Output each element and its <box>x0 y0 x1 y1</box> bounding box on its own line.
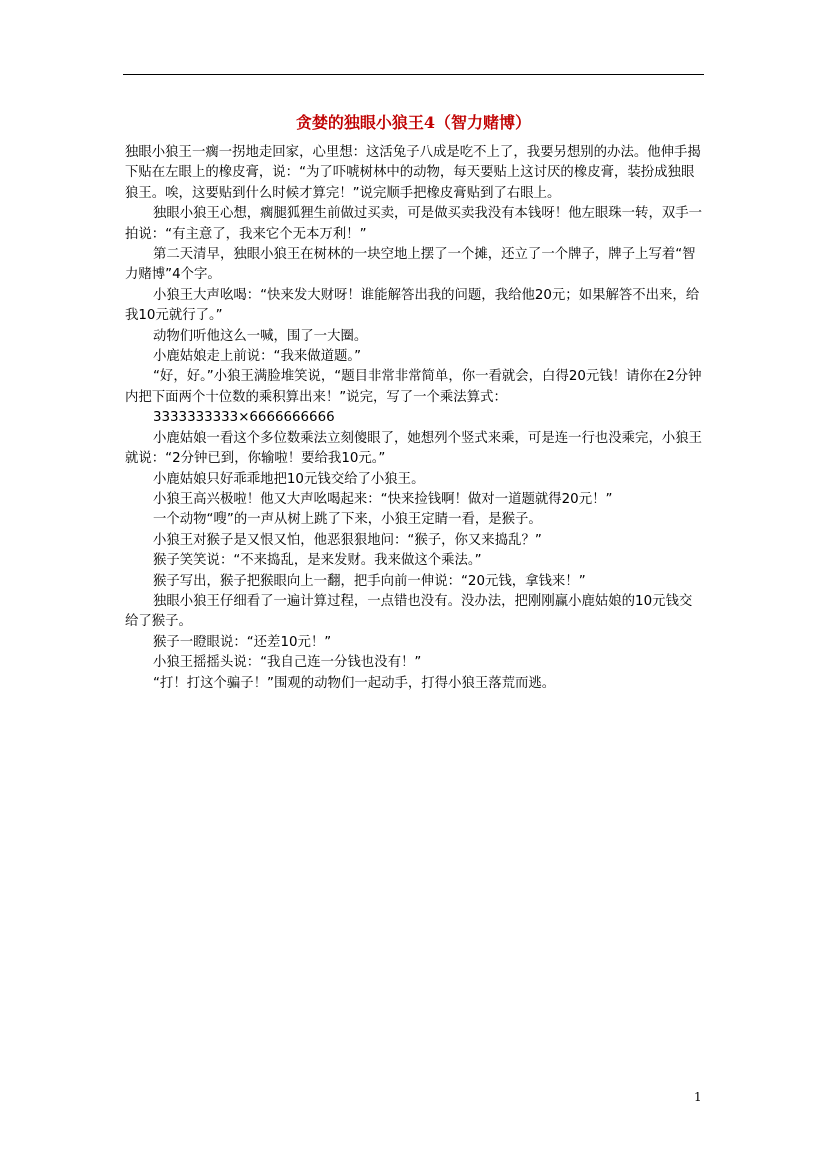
paragraph-9: 小鹿姑娘一看这个多位数乘法立刻傻眼了，她想列个竖式来乘，可是连一行也没乘完，小狼王就说：“2分钟已到，你输啦！要给我10元。” <box>125 430 703 467</box>
paragraph-2: 独眼小狼王心想，瘸腿狐狸生前做过买卖，可是做买卖我没有本钱呀！他左眼珠一转，双手一拍说：“有主意了，我来它个无本万利！” <box>125 206 703 242</box>
header-rule <box>123 74 704 75</box>
paragraph-3: 第二天清早，独眼小狼王在树林的一块空地上摆了一个摊，还立了一个牌子，牌子上写着“智力赌博”4个字。 <box>125 247 696 283</box>
paragraph-12: 一个动物“嗖”的一声从树上跳了下来，小狼王定睛一看，是猴子。 <box>153 512 542 528</box>
paragraph-17: 猴子一瞪眼说：“还差10元！” <box>153 634 332 650</box>
paragraph-4: 小狼王大声吆喝：“快来发大财呀！谁能解答出我的问题，我给他20元；如果解答不出来，给我10元就行了。” <box>125 287 700 324</box>
page-number: 1 <box>694 1090 702 1104</box>
paragraph-14: 猴子笑笑说：“不来捣乱，是来发财。我来做这个乘法。” <box>153 553 482 569</box>
paragraph-5: 动物们听他这么一喊，围了一大圈。 <box>153 328 368 344</box>
paragraph-18: 小狼王摇摇头说：“我自己连一分钱也没有！” <box>153 655 422 671</box>
paragraph-6: 小鹿姑娘走上前说：“我来做道题。” <box>153 349 362 365</box>
paragraph-19: “打！打这个骗子！”围观的动物们一起动手，打得小狼王落荒而逃。 <box>153 675 556 691</box>
paragraph-10: 小鹿姑娘只好乖乖地把10元钱交给了小狼王。 <box>153 471 425 487</box>
multiplication-expression: 3333333333×6666666666 <box>153 410 335 426</box>
paragraph-1: 独眼小狼王一瘸一拐地走回家，心里想：这活兔子八成是吃不上了，我要另想别的办法。他伸手揭下贴在左眼上的橡皮膏，说：“为了吓唬树林中的动物，每天要贴上这讨厌的橡皮膏，装扮成独眼狼王。唉，这要贴到什么时候才算完！”说完顺手把橡皮膏贴到了右眼上。 <box>125 145 701 201</box>
paragraph-13: 小狼王对猴子是又恨又怕，他恶狠狠地问：“猴子，你又来捣乱？” <box>153 532 542 548</box>
document-body <box>125 143 705 694</box>
paragraph-11: 小狼王高兴极啦！他又大声吆喝起来：“快来捡钱啊！做对一道题就得20元！” <box>153 491 613 507</box>
document-title: 贪婪的独眼小狼王4（智力赌博） <box>295 113 532 132</box>
paragraph-16: 独眼小狼王仔细看了一遍计算过程，一点错也没有。没办法，把刚刚赢小鹿姑娘的10元钱交给了猴子。 <box>125 593 693 630</box>
paragraph-15: 猴子写出，猴子把猴眼向上一翻，把手向前一伸说：“20元钱，拿钱来！” <box>153 573 586 589</box>
paragraph-7: “好，好。”小狼王满脸堆笑说，“题目非常非常简单，你一看就会，白得20元钱！请你在2分钟内把下面两个十位数的乘积算出来！”说完，写了一个乘法算式： <box>125 369 702 405</box>
